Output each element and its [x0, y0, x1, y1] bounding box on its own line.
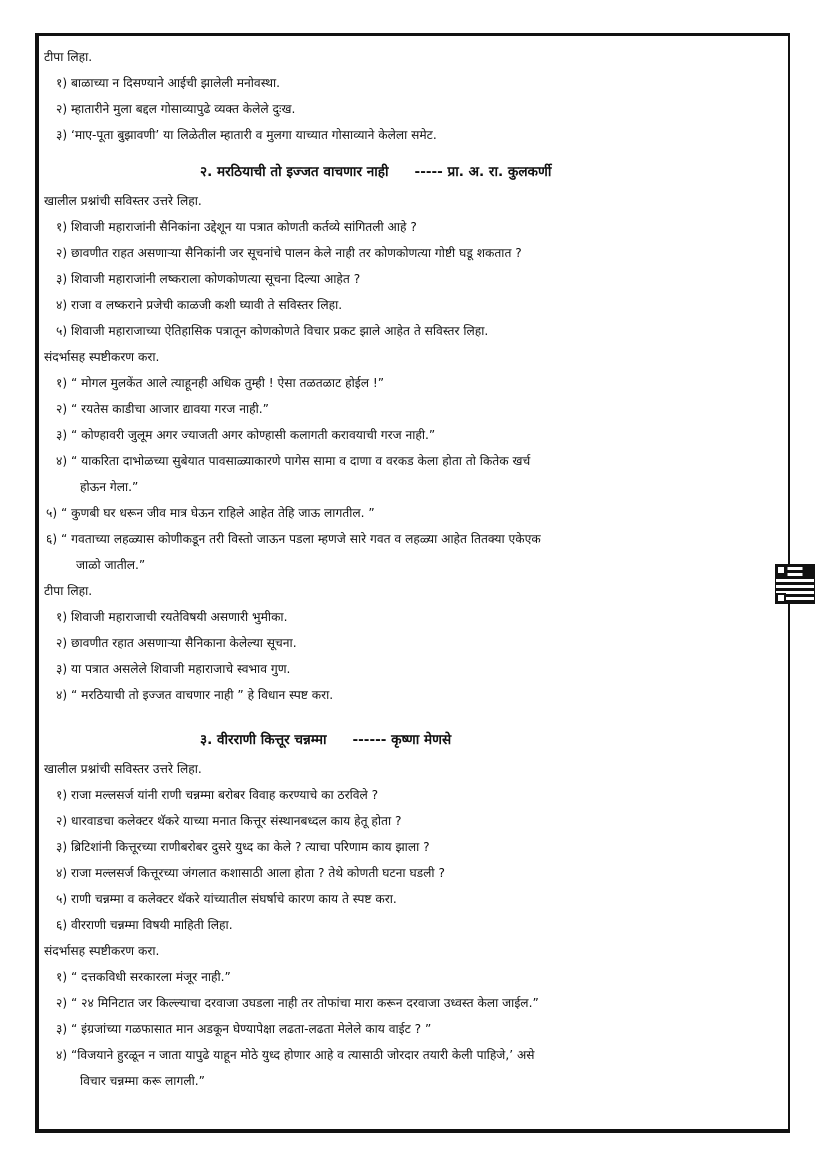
question-item: २) धारवाडचा कलेक्टर थॅकरे याच्या मनात कित्तूर संस्थानबध्दल काय हेतू होता ? — [56, 814, 402, 828]
question-item: ३) या पत्रात असलेले शिवाजी महाराजाचे स्वभाव गुण. — [56, 662, 291, 676]
document-body — [44, 44, 784, 1094]
question-group-heading: संदर्भासह स्पष्टीकरण करा. — [44, 944, 160, 958]
question-item-continuation: विचार चन्नम्मा करू लागली.” — [80, 1074, 205, 1088]
section-gap — [44, 708, 784, 716]
question-item: १) शिवाजी महाराजाची रयतेविषयी असणारी भुमीका. — [56, 610, 288, 624]
question-item: १) राजा मल्लसर्ज यांनी राणी चन्नम्मा बरोबर विवाह करण्याचे का ठरविले ? — [56, 788, 379, 802]
question-item: १) “ दत्तकविधी सरकारला मंजूर नाही.” — [56, 970, 231, 984]
question-item: ५) शिवाजी महाराजाच्या ऐतिहासिक पत्रातून कोणकोणते विचार प्रकट झाले आहेत ते सविस्तर लिहा. — [56, 324, 489, 338]
question-item: ४) “ याकरिता दाभोळच्या सुबेयात पावसाळ्याकारणे पागेस सामा व दाणा व वरकड केला होता तो कितेक खर्च — [56, 454, 531, 468]
question-item: ५) “ कुणबी घर धरून जीव मात्र घेऊन राहिले आहेत तेहि जाऊ लागतील. ” — [46, 506, 375, 520]
question-item: २) “ २४ मिनिटात जर किल्ल्याचा दरवाजा उघडला नाही तर तोफांचा मारा करून दरवाजा उध्वस्त केला जाईल.” — [56, 996, 539, 1010]
question-item-continuation: जाळो जातील.” — [76, 558, 146, 572]
question-item: ३) शिवाजी महाराजांनी लष्कराला कोणकोणत्या सूचना दिल्या आहेत ? — [56, 272, 361, 286]
section-title — [44, 148, 784, 188]
question-group-heading: संदर्भासह स्पष्टीकरण करा. — [44, 350, 160, 364]
question-item: ३) ब्रिटिशांनी कित्तूरच्या राणीबरोबर दुसरे युध्द का केले ? त्याचा परिणाम काय झाला ? — [56, 840, 430, 854]
question-group-heading: खालील प्रश्नांची सविस्तर उत्तरे लिहा. — [44, 194, 202, 208]
question-item: ३) “ कोण्हावरी जुलूम अगर ज्याजती अगर कोण्हासी कलागती करावयाची गरज नाही.” — [56, 428, 436, 442]
question-item: २) छावणीत राहत असणाऱ्या सैनिकांनी जर सूचनांचे पालन केले नाही तर कोणकोणत्या गोष्टी घडू शकतात ? — [56, 246, 522, 260]
question-item: १) “ मोगल मुलकेंत आले त्याहूनही अधिक तुम्ही ! ऐसा तळतळाट होईल !” — [56, 376, 385, 390]
lesson-author: ------ कृष्णा मेणसे — [352, 732, 452, 748]
question-item: २) छावणीत रहात असणाऱ्या सैनिकाना केलेल्या सूचना. — [56, 636, 297, 650]
question-group-heading: टीपा लिहा. — [44, 50, 93, 64]
question-item: २) “ रयतेस काडीचा आजार द्यावया गरज नाही.” — [56, 402, 269, 416]
question-group-heading: टीपा लिहा. — [44, 584, 93, 598]
question-item: ४) राजा मल्लसर्ज कित्तूरच्या जंगलात कशासाठी आला होता ? तेथे कोणती घटना घडली ? — [56, 866, 445, 880]
lesson-author: ----- प्रा. अ. रा. कुलकर्णी — [414, 164, 552, 180]
question-item: २) म्हातारीने मुला बद्दल गोसाव्यापुढे व्यक्त केलेले दुःख. — [56, 102, 296, 116]
question-item-continuation: होऊन गेला.” — [80, 480, 139, 494]
question-item: १) बाळाच्या न दिसण्याने आईची झालेली मनोवस्था. — [56, 76, 281, 90]
question-item: ३) ‘माए-पूता बुझावणी’ या लिळेतील म्हातारी व मुलगा याच्यात गोसाव्याने केलेला समेट. — [56, 128, 437, 142]
question-item: ४) “विजयाने हुरळून न जाता यापुढे याहून मोठे युध्द होणार आहे व त्यासाठी जोरदार तयारी केली पाहिजे,’ असे — [56, 1048, 535, 1062]
question-item: १) शिवाजी महाराजांनी सैनिकांना उद्देशून या पत्रात कोणती कर्तव्ये सांगितली आहे ? — [56, 220, 417, 234]
question-item: ५) राणी चन्नम्मा व कलेक्टर थॅकरे यांच्यातील संघर्षाचे कारण काय ते स्पष्ट करा. — [56, 892, 397, 906]
question-item: ४) “ मरठियाची तो इज्जत वाचणार नाही ” हे विधान स्पष्ट करा. — [56, 688, 334, 702]
question-group-heading: खालील प्रश्नांची सविस्तर उत्तरे लिहा. — [44, 762, 202, 776]
section-title — [44, 716, 784, 756]
question-item: ३) “ इंग्रजांच्या गळफासात मान अडकून घेण्यापेक्षा लढता-लढता मेलेले काय वाईट ? ” — [56, 1022, 432, 1036]
lesson-title: ३. वीरराणी कित्तूर चन्नम्मा — [200, 732, 327, 748]
lesson-title: २. मरठियाची तो इज्जत वाचणार नाही — [200, 164, 389, 180]
question-item: ६) वीरराणी चन्नम्मा विषयी माहिती लिहा. — [56, 918, 233, 932]
question-item: ६) “ गवताच्या लहळ्यास कोणीकडून तरी विस्तो जाऊन पडला म्हणजे सारे गवत व लहळ्या आहेत तितक्या एकेएक — [46, 532, 541, 546]
question-item: ४) राजा व लष्कराने प्रजेची काळजी कशी घ्यावी ते सविस्तर लिहा. — [56, 298, 343, 312]
